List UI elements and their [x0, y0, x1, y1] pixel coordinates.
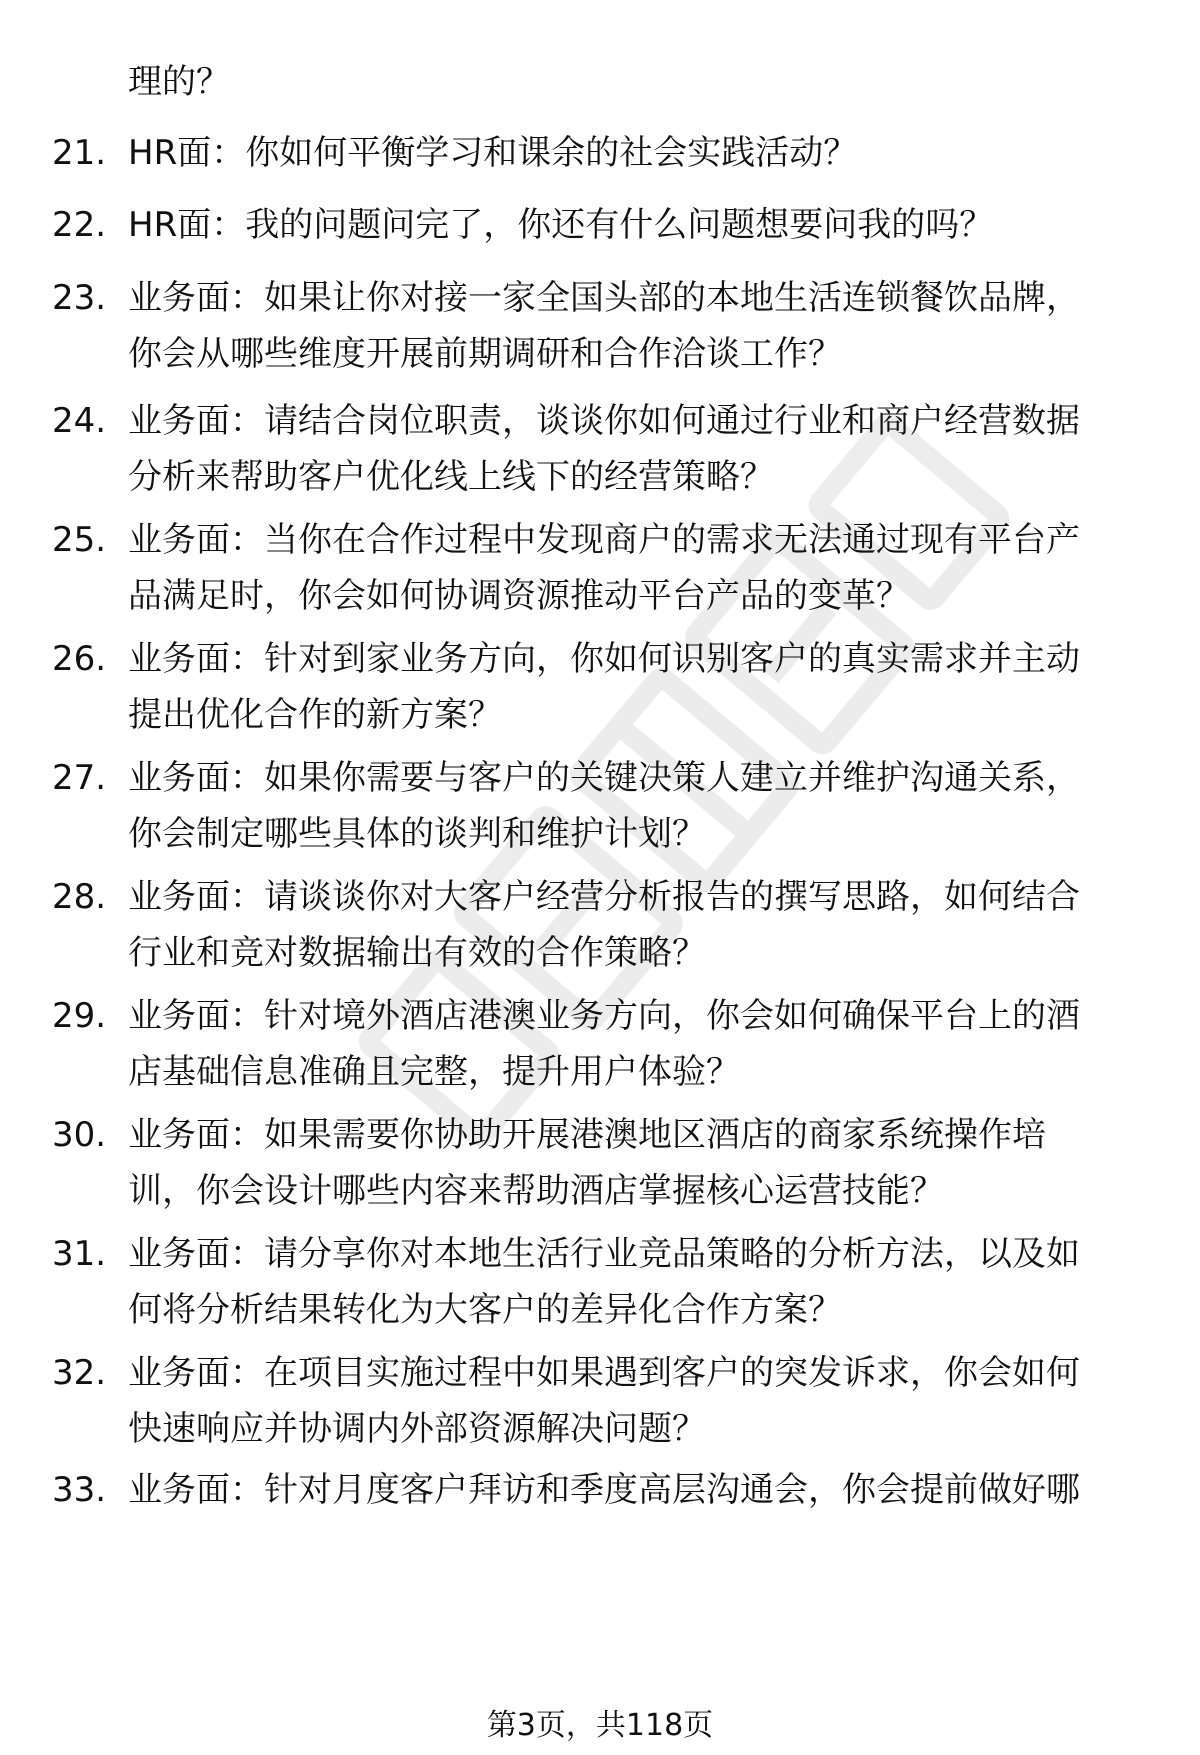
question-number: 30.	[52, 1115, 107, 1155]
question-number: 26.	[52, 639, 107, 679]
question-text: 业务面：如果让你对接一家全国头部的本地生活连锁餐饮品牌， 你会从哪些维度开展前期调研和合作洽谈工作？	[128, 278, 1080, 374]
question-number: 21.	[52, 133, 107, 173]
question-text: 业务面：针对境外酒店港澳业务方向，你会如何确保平台上的酒 店基础信息准确且完整，提升用户体验？	[128, 996, 1080, 1092]
question-text: 业务面：当你在合作过程中发现商户的需求无法通过现有平台产 品满足时，你会如何协调资源推动平台产品的变革？	[128, 520, 1080, 616]
question-text: 业务面：如果你需要与客户的关键决策人建立并维护沟通关系， 你会制定哪些具体的谈判和维护计划？	[128, 758, 1080, 854]
question-text: 业务面：针对到家业务方向，你如何识别客户的真实需求并主动 提出优化合作的新方案？	[128, 639, 1080, 735]
question-number: 25.	[52, 520, 107, 560]
question-number: 29.	[52, 996, 107, 1036]
question-text: 业务面：请分享你对本地生活行业竞品策略的分析方法，以及如 何将分析结果转化为大客户的差异化合作方案？	[128, 1234, 1080, 1330]
page-number-footer: 第3页，共118页	[486, 1708, 714, 1743]
continued-question-text: 理的？	[128, 62, 230, 102]
question-text: 业务面：如果需要你协助开展港澳地区酒店的商家系统操作培 训，你会设计哪些内容来帮助酒店掌握核心运营技能？	[128, 1115, 1046, 1211]
question-text: 业务面：针对月度客户拜访和季度高层沟通会，你会提前做好哪	[128, 1470, 1080, 1510]
question-number: 22.	[52, 205, 107, 245]
question-text: 业务面：请谈谈你对大客户经营分析报告的撰写思路，如何结合 行业和竞对数据输出有效的合作策略？	[128, 877, 1080, 973]
question-number: 27.	[52, 758, 107, 798]
question-number: 31.	[52, 1234, 107, 1274]
question-number: 32.	[52, 1353, 107, 1393]
question-number: 24.	[52, 401, 107, 441]
question-number: 23.	[52, 278, 107, 318]
question-text: 业务面：请结合岗位职责，谈谈你如何通过行业和商户经营数据 分析来帮助客户优化线上线下的经营策略？	[128, 401, 1080, 497]
question-number: 33.	[52, 1470, 107, 1510]
question-text: HR面：我的问题问完了，你还有什么问题想要问我的吗？	[128, 205, 994, 245]
question-text: 业务面：在项目实施过程中如果遇到客户的突发诉求，你会如何 快速响应并协调内外部资源解决问题？	[128, 1353, 1080, 1449]
question-number: 28.	[52, 877, 107, 917]
question-text: HR面：你如何平衡学习和课余的社会实践活动？	[128, 133, 858, 173]
